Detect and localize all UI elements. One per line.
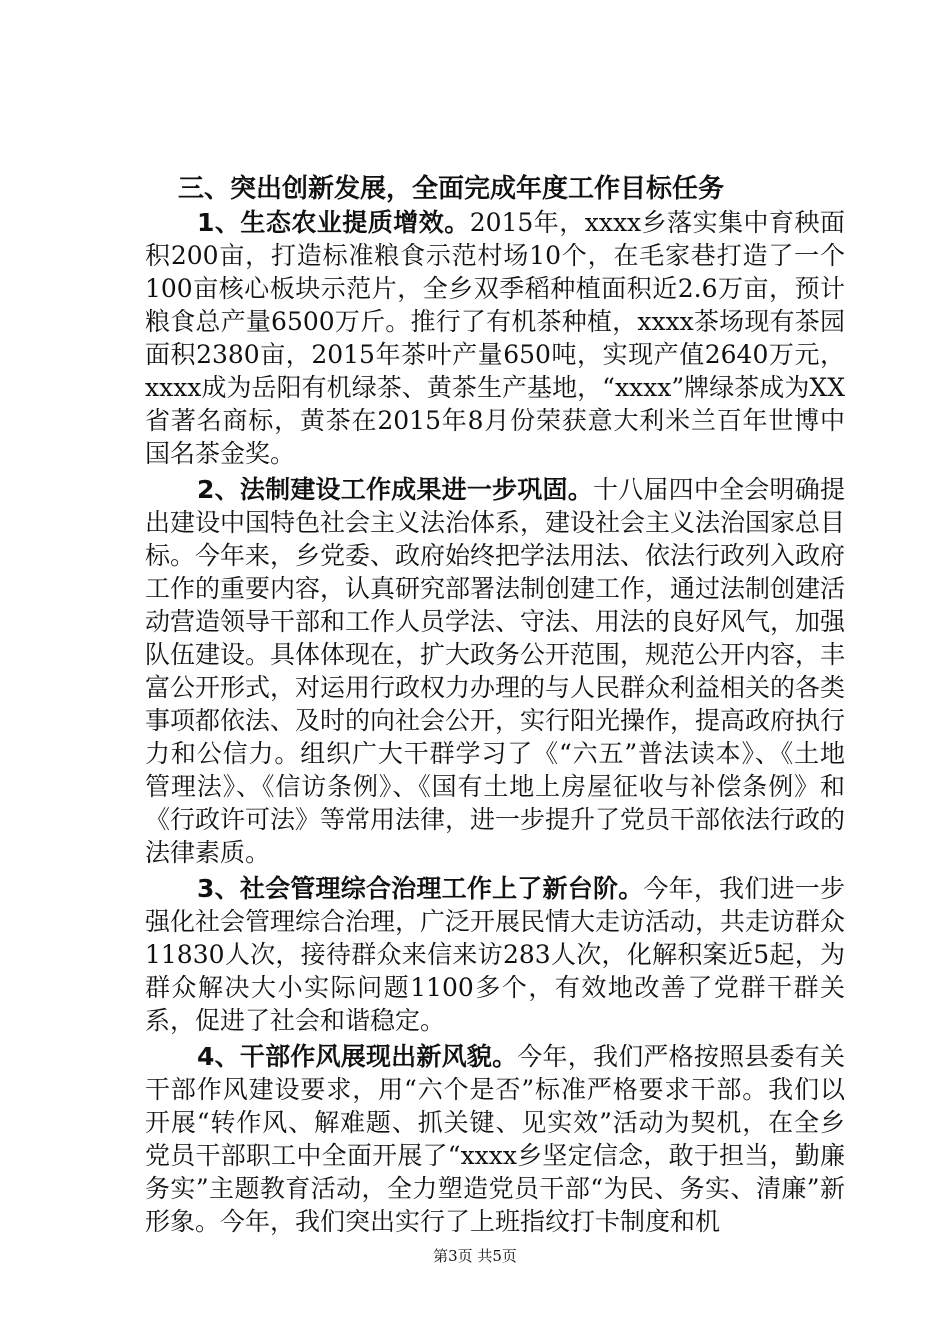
- paragraph-4: [145, 1040, 845, 1238]
- section-heading: 三、突出创新发展，全面完成年度工作目标任务: [178, 174, 725, 204]
- paragraph-4-lead: 4、干部作风展现出新风貌。: [197, 1042, 518, 1071]
- paragraph-3-body: 今年，我们进一步强化社会管理综合治理，广泛开展民情大走访活动，共走访群众11830人次，接待群众来信来访283人次，化解积案近5起，为群众解决大小实际问题1100多个，有效地改善了党群干群关系，促进了社会和谐稳定。: [145, 874, 846, 1035]
- paragraph-2-lead: 2、法制建设工作成果进一步巩固。: [197, 475, 593, 504]
- page-number-footer: 第3页 共5页: [433, 1247, 517, 1265]
- paragraph-1-body: 2015年，xxxx乡落实集中育秧面积200亩，打造标准粮食示范村场10个，在毛家巷打造了一个100亩核心板块示范片，全乡双季稻种植面积近2.6万亩，预计粮食总产量6500万斤。推行了有机茶种植，xxxx茶场现有茶园面积2380亩，2015年茶叶产量650吨，实现产值2640万元，xxxx成为岳阳有机绿茶、黄茶生产基地，“xxxx”牌绿茶成为XX省著名商标，黄茶在2015年8月份荣获意大利米兰百年世博中国名茶金奖。: [145, 208, 845, 468]
- paragraph-1: [145, 206, 845, 470]
- document-body: [145, 173, 845, 1238]
- paragraph-1-lead: 1、生态农业提质增效。: [197, 208, 470, 237]
- paragraph-2-body: 十八届四中全会明确提出建设中国特色社会主义法治体系，建设社会主义法治国家总目标。今年来，乡党委、政府始终把学法用法、依法行政列入政府工作的重要内容，认真研究部署法制创建工作，通过法制创建活动营造领导干部和工作人员学法、守法、用法的良好风气，加强队伍建设。具体体现在，扩大政务公开范围，规范公开内容，丰富公开形式，对运用行政权力办理的与人民群众利益相关的各类事项都依法、及时的向社会公开，实行阳光操作，提高政府执行力和公信力。组织广大干群学习了《“六五”普法读本》、《土地管理法》、《信访条例》、《国有土地上房屋征收与补偿条例》和《行政许可法》等常用法律，进一步提升了党员干部依法行政的法律素质。: [145, 475, 846, 867]
- paragraph-3-lead: 3、社会管理综合治理工作上了新台阶。: [197, 874, 644, 903]
- paragraph-2: [145, 473, 845, 869]
- paragraph-3: [145, 872, 845, 1037]
- paragraph-4-body: 今年，我们严格按照县委有关干部作风建设要求，用“六个是否”标准严格要求干部。我们以开展“转作风、解难题、抓关键、见实效”活动为契机，在全乡党员干部职工中全面开展了“xxxx乡坚定信念，敢于担当，勤廉务实”主题教育活动，全力塑造党员干部“为民、务实、清廉”新形象。今年，我们突出实行了上班指纹打卡制度和机: [145, 1042, 845, 1236]
